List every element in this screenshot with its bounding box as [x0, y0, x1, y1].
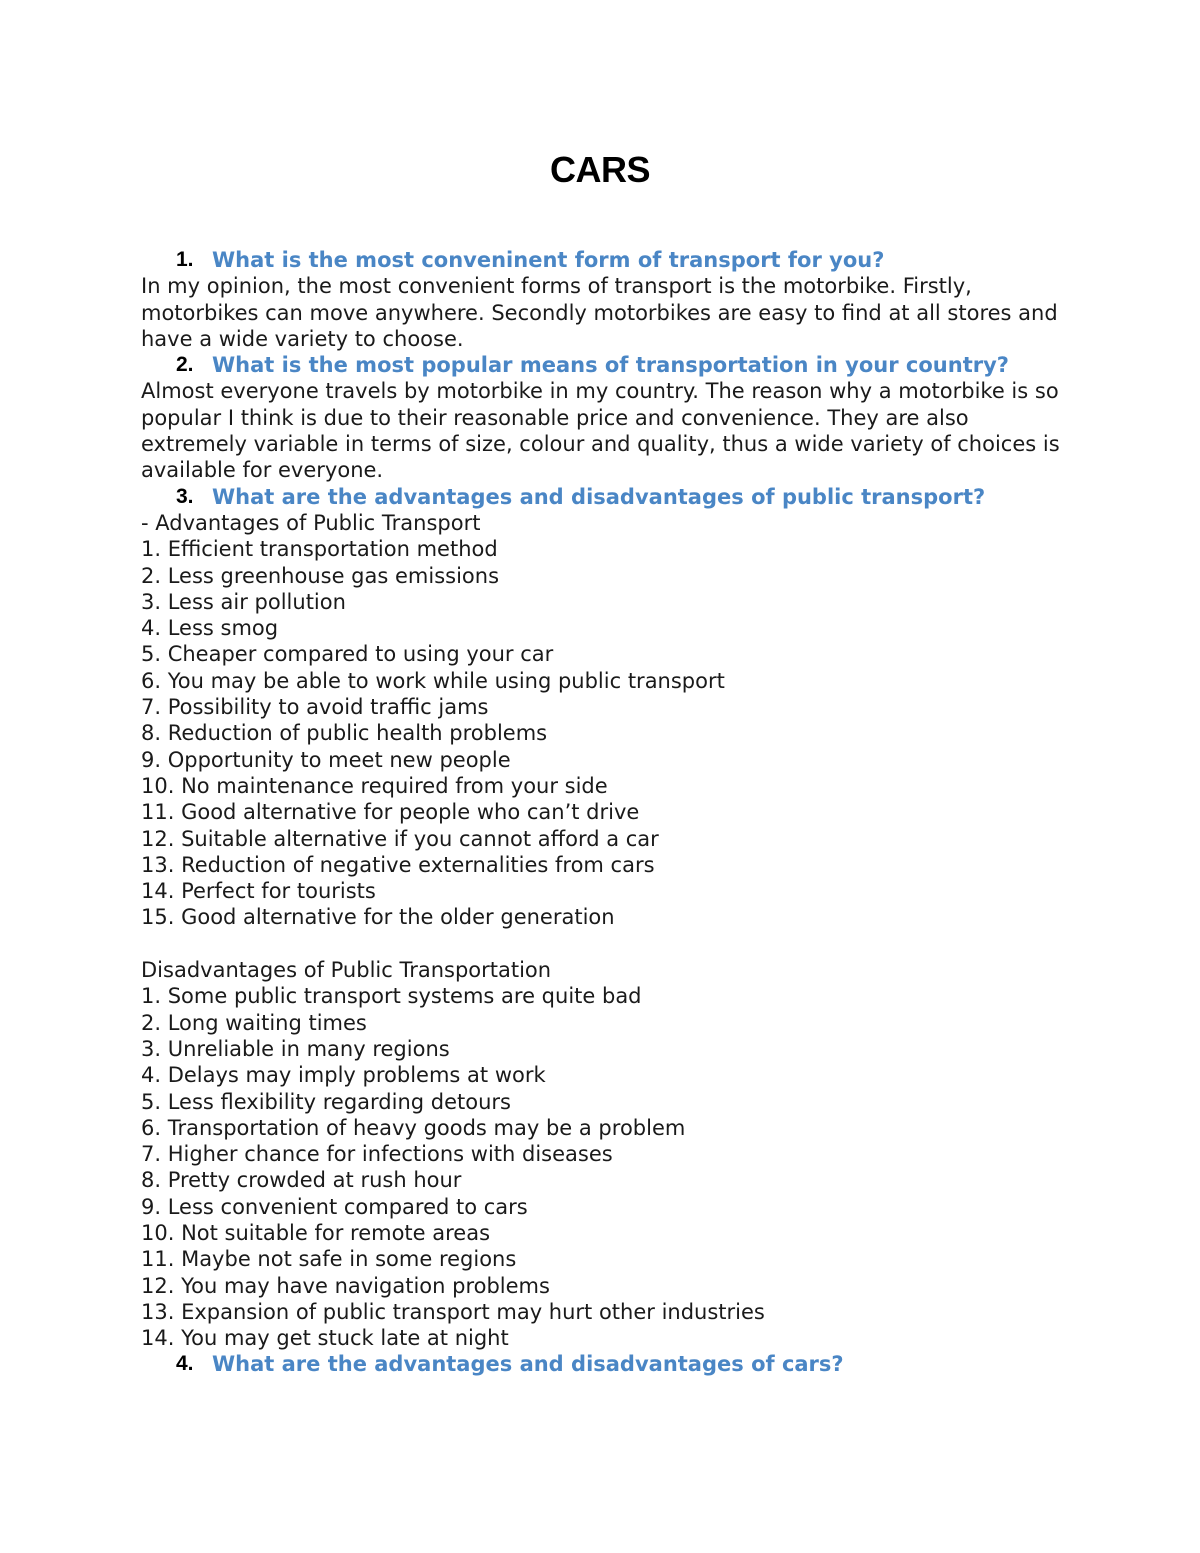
list-item: 3. Less air pollution: [141, 589, 346, 614]
disadvantages-heading: Disadvantages of Public Transportation: [141, 958, 552, 983]
list-item: 13. Reduction of negative externalities from cars: [141, 852, 655, 877]
list-item: 6. You may be able to work while using public transport: [141, 668, 725, 693]
list-item: 11. Maybe not safe in some regions: [141, 1247, 517, 1272]
question-2: [141, 352, 1071, 378]
question-text: What is the most conveninent form of transport for you?: [212, 248, 885, 272]
list-item: 14. You may get stuck late at night: [141, 1326, 509, 1351]
list-item: 2. Less greenhouse gas emissions: [141, 563, 500, 588]
question-text: What is the most popular means of transportation in your country?: [212, 353, 1009, 378]
list-item: 3. Unreliable in many regions: [141, 1036, 450, 1061]
list-item: 1. Some public transport systems are quite bad: [141, 984, 642, 1009]
list-item: 1. Efficient transportation method: [141, 537, 498, 562]
list-item: 15. Good alternative for the older generation: [141, 905, 615, 930]
question-4: [141, 1351, 1071, 1377]
disadvantages-list: [141, 983, 1071, 1351]
list-item: 13. Expansion of public transport may hurt other industries: [141, 1299, 765, 1324]
document-body: [141, 247, 1071, 1378]
list-item: 12. Suitable alternative if you cannot afford a car: [141, 826, 659, 851]
advantages-heading: - Advantages of Public Transport: [141, 510, 481, 535]
answer-1: In my opinion, the most convenient forms of transport is the motorbike. Firstly, motorbikes can move anywhere. Secondly motorbikes are easy to find at all stores and have a wide variety to choose.: [141, 274, 1058, 351]
question-number: 1.: [176, 248, 194, 271]
question-number: 2.: [176, 353, 194, 377]
list-item: 4. Delays may imply problems at work: [141, 1063, 546, 1088]
question-number: 3.: [176, 484, 194, 508]
list-item: 11. Good alternative for people who can’t drive: [141, 800, 640, 825]
list-item: 5. Cheaper compared to using your car: [141, 642, 554, 667]
answer-2: Almost everyone travels by motorbike in my country. The reason why a motorbike is so popular I think is due to their reasonable price and convenience. They are also extremely variable in terms of size, colour and quality, thus a wide variety of choices is available for everyone.: [141, 379, 1060, 483]
list-item: 10. Not suitable for remote areas: [141, 1220, 491, 1245]
list-item: 8. Pretty crowded at rush hour: [141, 1168, 462, 1193]
question-number: 4.: [176, 1352, 194, 1376]
list-item: 9. Opportunity to meet new people: [141, 747, 511, 772]
question-text: What are the advantages and disadvantages of cars?: [212, 1352, 844, 1377]
question-1: [141, 247, 1071, 273]
list-item: 8. Reduction of public health problems: [141, 721, 548, 746]
list-item: 12. You may have navigation problems: [141, 1273, 550, 1298]
blank-line: [141, 931, 1071, 957]
list-item: 10. No maintenance required from your side: [141, 773, 608, 798]
list-item: 5. Less flexibility regarding detours: [141, 1089, 511, 1114]
list-item: 4. Less smog: [141, 616, 279, 641]
list-item: 2. Long waiting times: [141, 1010, 367, 1035]
question-text: What are the advantages and disadvantages of public transport?: [212, 484, 986, 509]
question-3: [141, 484, 1071, 510]
advantages-list: [141, 536, 1071, 930]
list-item: 6. Transportation of heavy goods may be a problem: [141, 1115, 686, 1140]
list-item: 9. Less convenient compared to cars: [141, 1194, 528, 1219]
list-item: 7. Possibility to avoid traffic jams: [141, 695, 489, 720]
list-item: 14. Perfect for tourists: [141, 879, 376, 904]
list-item: 7. Higher chance for infections with diseases: [141, 1142, 613, 1167]
document-title: CARS: [549, 149, 650, 190]
